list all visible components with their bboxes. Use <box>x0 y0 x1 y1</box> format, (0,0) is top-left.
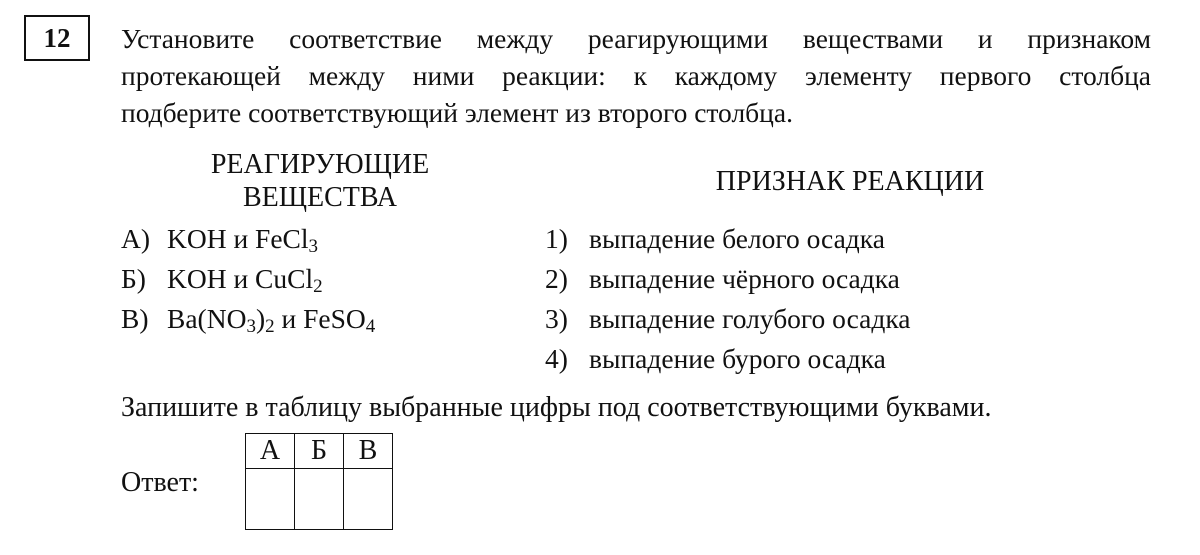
answer-column-header: А <box>246 434 295 469</box>
formula-subscript: 2 <box>313 276 323 297</box>
reactant-label: А) <box>121 223 151 254</box>
reactants-header-line: РЕАГИРУЮЩИЕ <box>210 149 430 180</box>
answer-column-header: В <box>344 434 393 469</box>
formula-subscript: 4 <box>365 316 376 337</box>
reactants-header-line: ВЕЩЕСТВА <box>242 182 398 213</box>
sign-text: выпадение белого осадка <box>589 223 885 254</box>
reactant-formula: KOH и FeCl$_3$ <box>167 223 319 257</box>
answer-table-input-row <box>246 469 393 530</box>
sign-text: выпадение чёрного осадка <box>589 263 900 294</box>
answer-column-header: Б <box>295 434 344 469</box>
sign-text: выпадение бурого осадка <box>589 343 886 374</box>
question-text-line: протекающей между ними реакции: к каждому элементу первого столбца <box>121 60 1151 91</box>
instruction-text: Запишите в таблицу выбранные цифры под соответствующими буквами. <box>121 392 992 423</box>
reactant-item <box>121 222 318 255</box>
reactants-column-header <box>180 148 460 214</box>
formula-subscript: 3 <box>308 236 319 257</box>
formula-subscript: 3 <box>246 316 256 337</box>
question-text <box>121 20 1151 131</box>
sign-number: 4) <box>545 343 568 374</box>
reactant-item <box>121 302 375 335</box>
answer-table-header-row <box>246 434 393 469</box>
answer-cell[interactable] <box>295 469 344 530</box>
sign-item <box>545 222 885 255</box>
question-number: 12 <box>43 22 71 53</box>
reactant-label: Б) <box>121 263 146 294</box>
reactant-label: В) <box>121 303 149 334</box>
question-text-line: подберите соответствующий элемент из второго столбца. <box>121 97 793 128</box>
sign-item <box>545 262 900 295</box>
sign-item <box>545 302 910 335</box>
sign-number: 2) <box>545 263 568 294</box>
reactant-formula: KOH и CuCl$_2$ <box>167 263 323 297</box>
question-text-line: Установите соответствие между реагирующими веществами и признаком <box>121 23 1151 54</box>
reactant-formula: $Ba(NO_3)_2$ и FeSO$_4$ <box>167 303 376 337</box>
sign-item <box>545 342 886 375</box>
reactant-item <box>121 262 323 295</box>
sign-text: выпадение голубого осадка <box>589 303 911 334</box>
formula-subscript: 2 <box>265 316 275 337</box>
sign-number: 1) <box>545 223 568 254</box>
answer-label: Ответ: <box>121 467 199 498</box>
answer-table <box>245 433 393 530</box>
question-number-box <box>24 15 90 61</box>
answer-cell[interactable] <box>344 469 393 530</box>
answer-cell[interactable] <box>246 469 295 530</box>
sign-number: 3) <box>545 303 568 334</box>
reaction-sign-column-header: ПРИЗНАК РЕАКЦИИ <box>715 166 985 197</box>
